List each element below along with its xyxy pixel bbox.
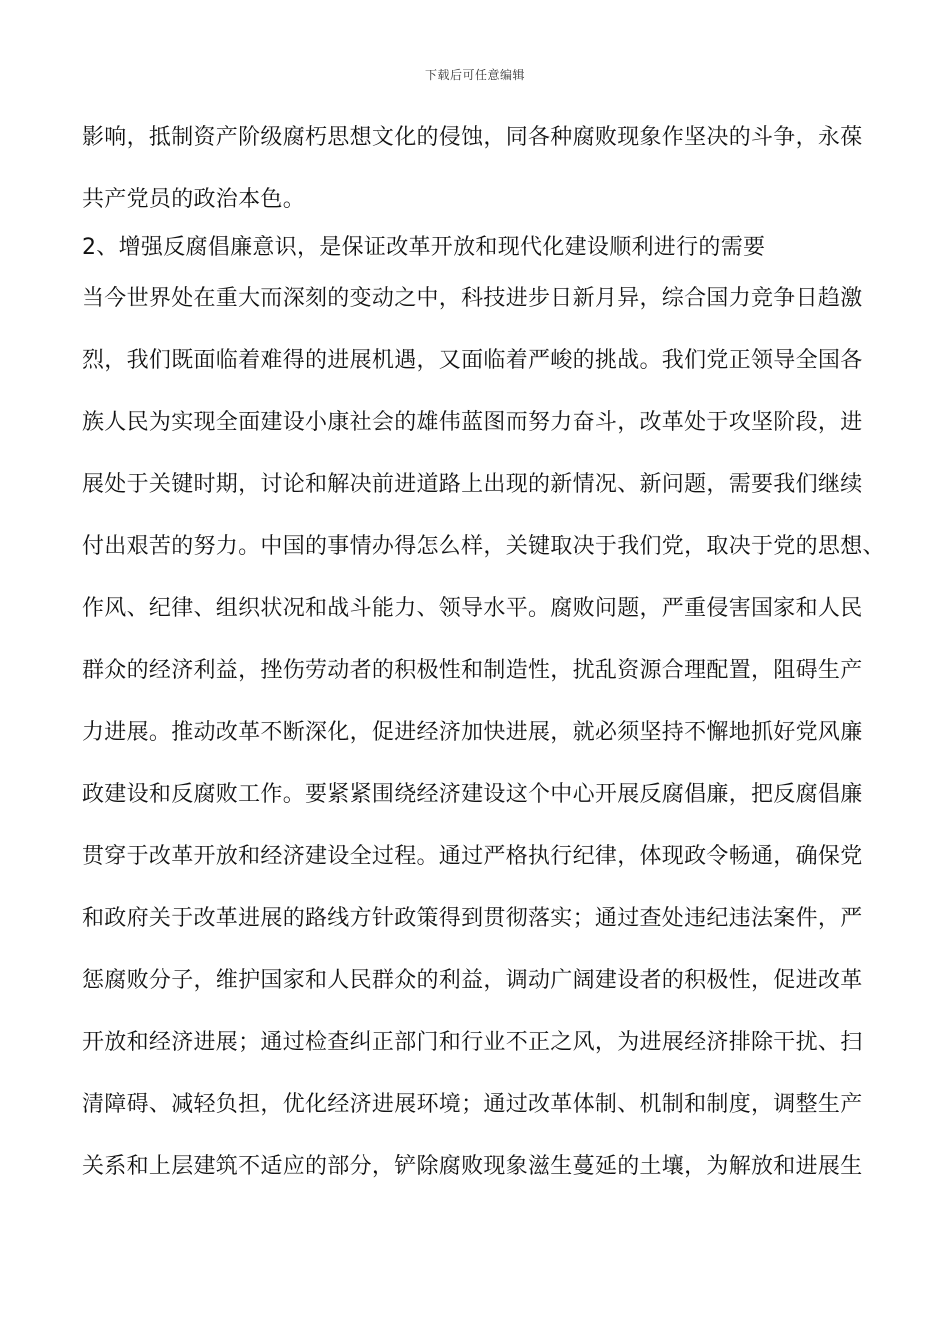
text-line: 族人民为实现全面建设小康社会的雄伟蓝图而努力奋斗，改革处于攻坚阶段，进 [82,410,863,435]
text-line: 共产党员的政治本色。 [82,187,306,212]
text-line: 清障碍、减轻负担，优化经济进展环境；通过改革体制、机制和制度，调整生产 [82,1092,863,1117]
text-line: 力进展。推动改革不断深化，促进经济加快进展，就必须坚持不懈地抓好党风廉 [82,720,863,745]
text-line: 付出艰苦的努力。中国的事情办得怎么样，关键取决于我们党，取决于党的思想、 [82,534,885,559]
text-line: 群众的经济利益，挫伤劳动者的积极性和制造性，扰乱资源合理配置，阻碍生产 [82,658,863,683]
text-line: 贯穿于改革开放和经济建设全过程。通过严格执行纪律，体现政令畅通，确保党 [82,844,863,869]
text-line: 烈，我们既面临着难得的进展机遇，又面临着严峻的挑战。我们党正领导全国各 [82,348,863,373]
text-line: 作风、纪律、组织状况和战斗能力、领导水平。腐败问题，严重侵害国家和人民 [82,596,863,621]
page-header: 下载后可任意编辑 [424,68,525,82]
document-body [82,119,885,1186]
text-line: 惩腐败分子，维护国家和人民群众的利益，调动广阔建设者的积极性，促进改革 [82,968,863,993]
text-line: 当今世界处在重大而深刻的变动之中，科技进步日新月异，综合国力竞争日趋激 [82,286,863,311]
text-line: 和政府关于改革进展的路线方针政策得到贯彻落实；通过查处违纪违法案件，严 [82,906,863,931]
text-line: 展处于关键时期，讨论和解决前进道路上出现的新情况、新问题，需要我们继续 [82,472,863,497]
section-heading: 2、增强反腐倡廉意识，是保证改革开放和现代化建设顺利进行的需要 [82,235,766,260]
text-line: 开放和经济进展；通过检查纠正部门和行业不正之风，为进展经济排除干扰、扫 [82,1030,863,1055]
text-line: 政建设和反腐败工作。要紧紧围绕经济建设这个中心开展反腐倡廉，把反腐倡廉 [82,782,863,807]
text-line: 关系和上层建筑不适应的部分，铲除腐败现象滋生蔓延的土壤，为解放和进展生 [82,1154,863,1179]
text-line: 影响，抵制资产阶级腐朽思想文化的侵蚀，同各种腐败现象作坚决的斗争，永葆 [82,125,863,150]
